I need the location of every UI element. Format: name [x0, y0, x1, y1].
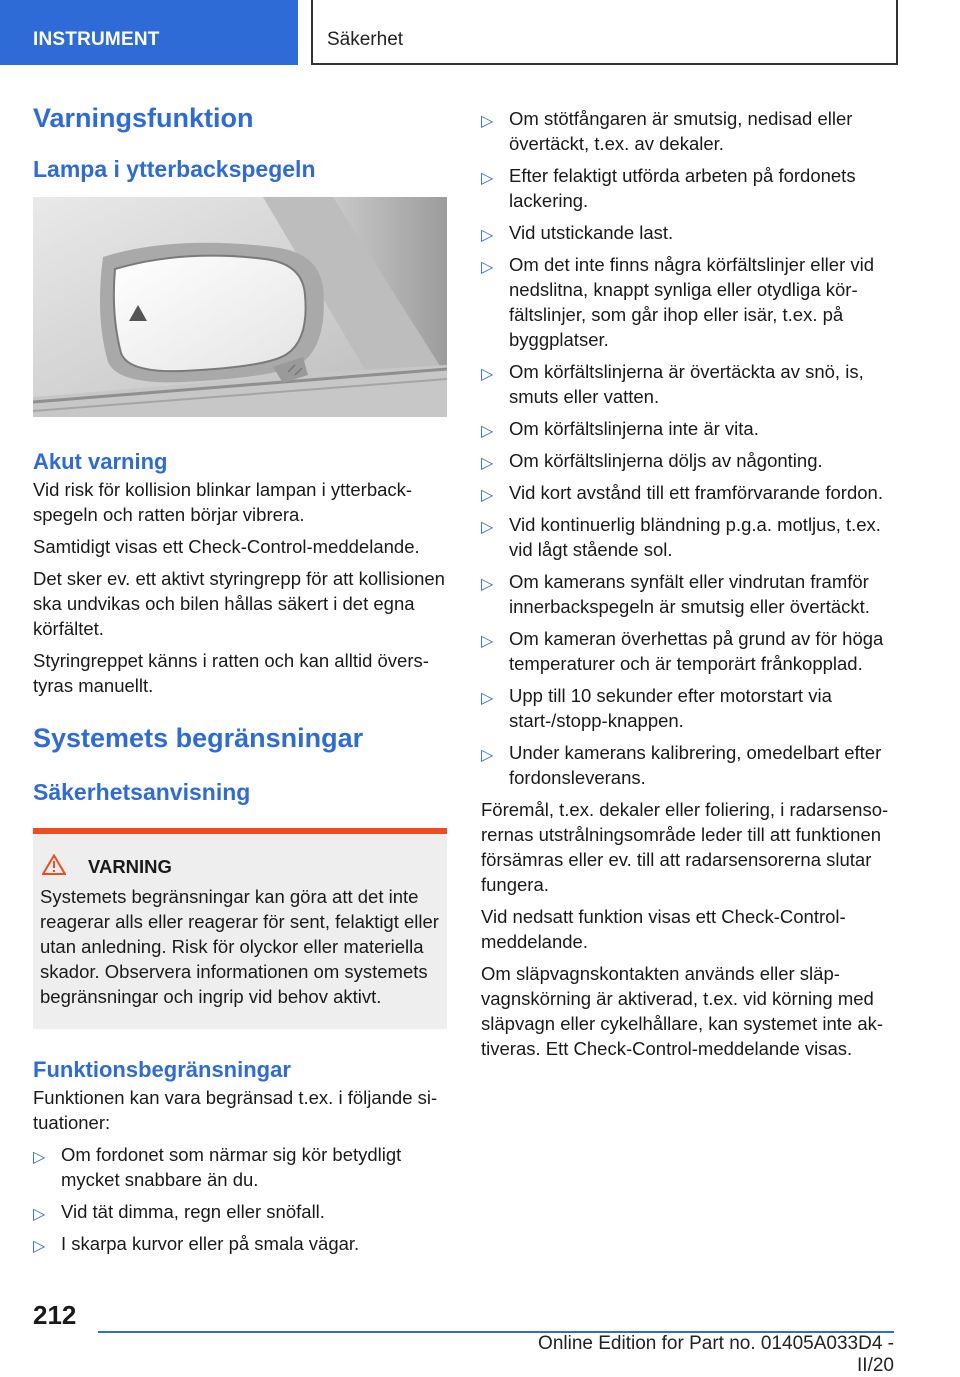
- edition-note: Online Edition for Part no. 01405A033D4 - II/20: [538, 1333, 894, 1376]
- side-mirror-illustration: [33, 197, 447, 417]
- left-column: [33, 100, 447, 1263]
- list-item: ▷ Om fordonet som närmar sig kör betydligt mycket snabbare än du.: [33, 1144, 402, 1190]
- chapter-tab: [311, 0, 898, 65]
- list-item: ▷ Om körfältslinjerna döljs av någonting.: [481, 448, 895, 473]
- triangle-bullet-icon: ▷: [481, 747, 494, 764]
- page-number: 212: [33, 1300, 77, 1330]
- subtitle-mirror-lamp: Lampa i ytterbackspegeln: [33, 156, 316, 182]
- list-item: ▷ Efter felaktigt utförda arbeten på fordonets lackering.: [481, 165, 856, 211]
- list-item: ▷ Vid utstickande last.: [481, 220, 895, 245]
- list-item: ▷ Om det inte finns några körfältslinjer eller vid nedslitna, knappt synliga eller otydliga körfältslinjer, som går ihop eller isär, t.ex. på byggplatser.: [481, 254, 875, 350]
- acute-paragraph-4: Styringreppet känns i ratten och kan alltid överstyras manuellt.: [33, 650, 429, 696]
- triangle-bullet-icon: ▷: [481, 690, 494, 707]
- list-item: ▷ Om kamerans synfält eller vindrutan framför innerbackspegeln är smutsig eller övertäckt.: [481, 571, 870, 617]
- section-tab: [0, 0, 298, 65]
- chapter-label: Säkerhet: [327, 29, 404, 50]
- page-title: Varningsfunktion: [33, 103, 254, 133]
- warning-triangle-icon: [42, 854, 66, 880]
- function-limits-list: [33, 1142, 447, 1256]
- acute-paragraph-1: Vid risk för kollision blinkar lampan i ytterbackspegeln och ratten börjar vibrera.: [33, 479, 413, 525]
- list-item: ▷ Om stötfångaren är smutsig, nedisad eller övertäckt, t.ex. av dekaler.: [481, 108, 853, 154]
- triangle-bullet-icon: ▷: [481, 170, 494, 187]
- trailer-paragraph: Om släpvagnskontakten används eller släpvagnskörning är aktiverad, t.ex. vid körning med släpvagn eller cykelhållare, kan systemet inte aktiveras. Ett Check-Control-meddelande visas.: [481, 963, 884, 1059]
- heading-function-limits: Funktionsbegränsningar: [33, 1057, 291, 1082]
- warning-title: [40, 854, 441, 880]
- list-item: ▷ Om körfältslinjerna inte är vita.: [481, 416, 895, 441]
- radar-paragraph: Föremål, t.ex. dekaler eller foliering, i radarsensorernas utstrålningsområde leder till att funktionen försämras eller ev. till att radarsensorerna slutar fungera.: [481, 799, 889, 895]
- warning-label: VARNING: [88, 856, 172, 877]
- warning-box: [33, 828, 447, 1029]
- section-label: INSTRUMENT: [33, 29, 160, 50]
- list-item: ▷ Vid kontinuerlig bländning p.g.a. motljus, t.ex. vid lågt stående sol.: [481, 514, 881, 560]
- warning-text: Systemets begränsningar kan göra att det inte reagerar alls eller reagerar för sent, felaktigt eller utan anledning. Risk för olyckor eller materiella skador. Observera informationen om systemets begränsningar och ingrip vid behov aktivt.: [40, 886, 439, 1007]
- triangle-bullet-icon: ▷: [481, 633, 494, 650]
- list-item: ▷ Vid tät dimma, regn eller snöfall.: [33, 1199, 447, 1224]
- list-item: ▷ Under kamerans kalibrering, omedelbart efter fordonsleverans.: [481, 742, 882, 788]
- triangle-bullet-icon: ▷: [481, 423, 494, 440]
- reduced-function-paragraph: Vid nedsatt funktion visas ett Check-Control-meddelande.: [481, 906, 846, 952]
- heading-acute-warning: Akut varning: [33, 449, 168, 474]
- triangle-bullet-icon: ▷: [481, 227, 494, 244]
- list-item: ▷ Vid kort avstånd till ett framförvarande fordon.: [481, 480, 895, 505]
- triangle-bullet-icon: ▷: [481, 113, 494, 130]
- triangle-bullet-icon: ▷: [481, 487, 494, 504]
- acute-paragraph-3: Det sker ev. ett aktivt styringrepp för att kollisionen ska undvikas och bilen hållas säkert i det egna körfältet.: [33, 568, 445, 639]
- heading-safety-note: Säkerhetsanvisning: [33, 779, 251, 805]
- limitation-list: [481, 106, 895, 790]
- list-item: ▷ Om kameran överhettas på grund av för höga temperaturer och är temporärt frånkopplad.: [481, 628, 884, 674]
- triangle-bullet-icon: ▷: [481, 519, 494, 536]
- triangle-bullet-icon: ▷: [481, 366, 494, 383]
- list-item: ▷ I skarpa kurvor eller på smala vägar.: [33, 1231, 447, 1256]
- triangle-bullet-icon: ▷: [481, 259, 494, 276]
- triangle-bullet-icon: ▷: [33, 1206, 46, 1223]
- list-item: ▷ Upp till 10 sekunder efter motorstart via start-/stopp-knappen.: [481, 685, 832, 731]
- triangle-bullet-icon: ▷: [33, 1238, 46, 1255]
- list-item: ▷ Om körfältslinjerna är övertäckta av snö, is, smuts eller vatten.: [481, 361, 864, 407]
- triangle-bullet-icon: ▷: [481, 455, 494, 472]
- right-column: [481, 106, 895, 1068]
- acute-paragraph-2: Samtidigt visas ett Check-Control-meddelande.: [33, 536, 420, 557]
- triangle-bullet-icon: ▷: [481, 576, 494, 593]
- function-intro: Funktionen kan vara begränsad t.ex. i följande situationer:: [33, 1087, 438, 1133]
- heading-system-limits: Systemets begränsningar: [33, 723, 364, 753]
- triangle-bullet-icon: ▷: [33, 1149, 46, 1166]
